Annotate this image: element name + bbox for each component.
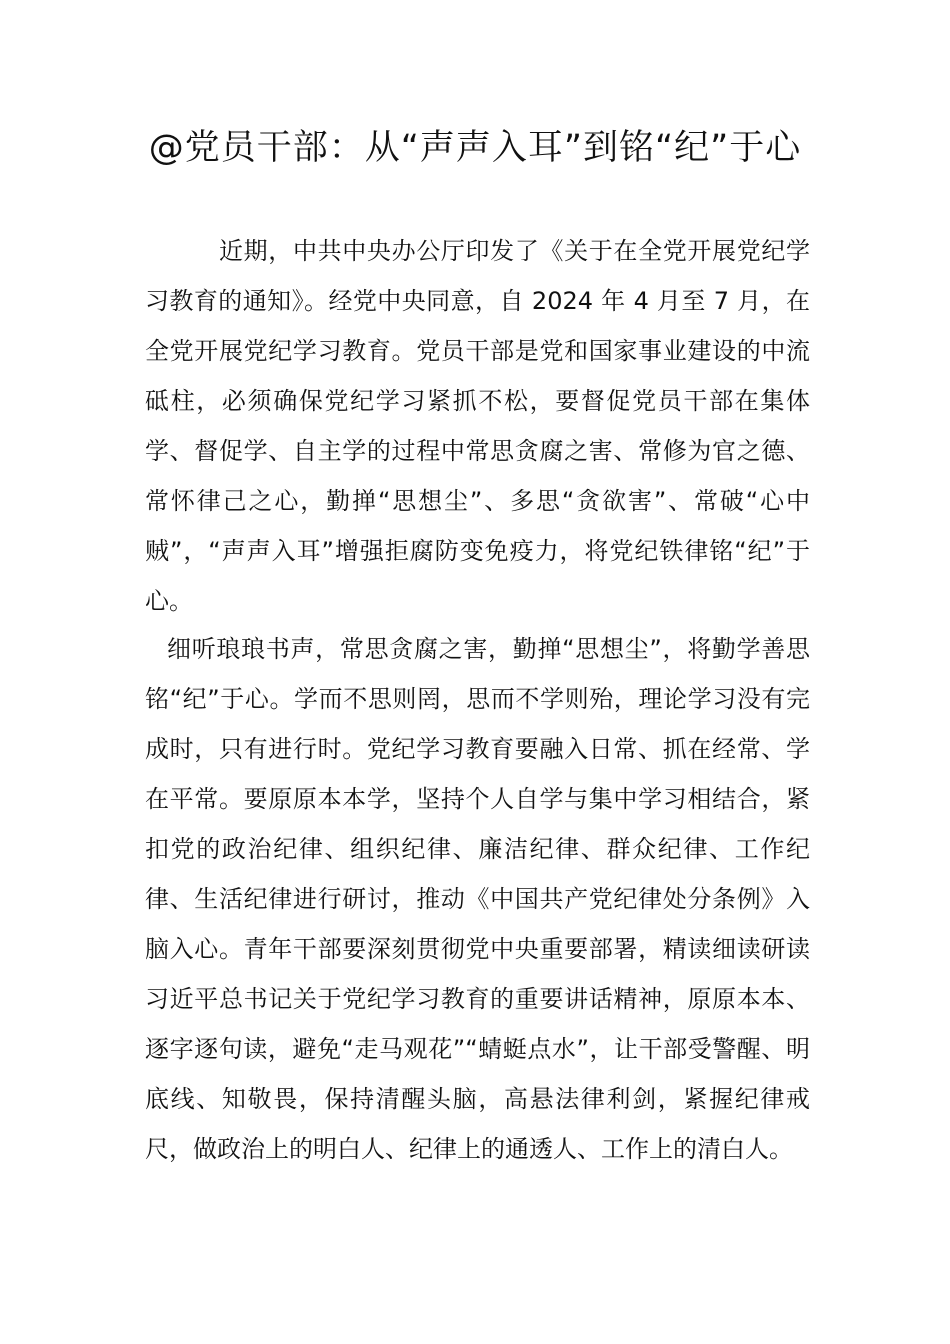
- paragraph-study: 细听琅琅书声，常思贪腐之害，勤掸“思想尘”，将勤学善思铭“纪”于心。学而不思则罔，思而不学则殆，理论学习没有完成时，只有进行时。党纪学习教育要融入日常、抓在经常、学在平常。要原原本本学，坚持个人自学与集中学习相结合，紧扣党的政治纪律、组织纪律、廉洁纪律、群众纪律、工作纪律、生活纪律进行研讨，推动《中国共产党纪律处分条例》入脑入心。青年干部要深刻贯彻党中央重要部署，精读细读研读习近平总书记关于党纪学习教育的重要讲话精神，原原本本、逐字逐句读，避免“走马观花”“蜻蜓点水”，让干部受警醒、明底线、知敬畏，保持清醒头脑，高悬法律利剑，紧握纪律戒尺，做政治上的明白人、纪律上的通透人、工作上的清白人。: [145, 635, 810, 1163]
- document-title: @党员干部：从“声声入耳”到铭“纪”于心: [148, 128, 802, 168]
- paragraph-intro: 近期，中共中央办公厅印发了《关于在全党开展党纪学习教育的通知》。经党中央同意，自 2024 年 4 月至 7 月，在全党开展党纪学习教育。党员干部是党和国家事业建设的中流砥柱，必须确保党纪学习紧抓不松，要督促党员干部在集体学、督促学、自主学的过程中常思贪腐之害、常修为官之德、常怀律己之心，勤掸“思想尘”、多思“贪欲害”、常破“心中贼”，“声声入耳”增强拒腐防变免疫力，将党纪铁律铭“纪”于心。: [145, 237, 810, 615]
